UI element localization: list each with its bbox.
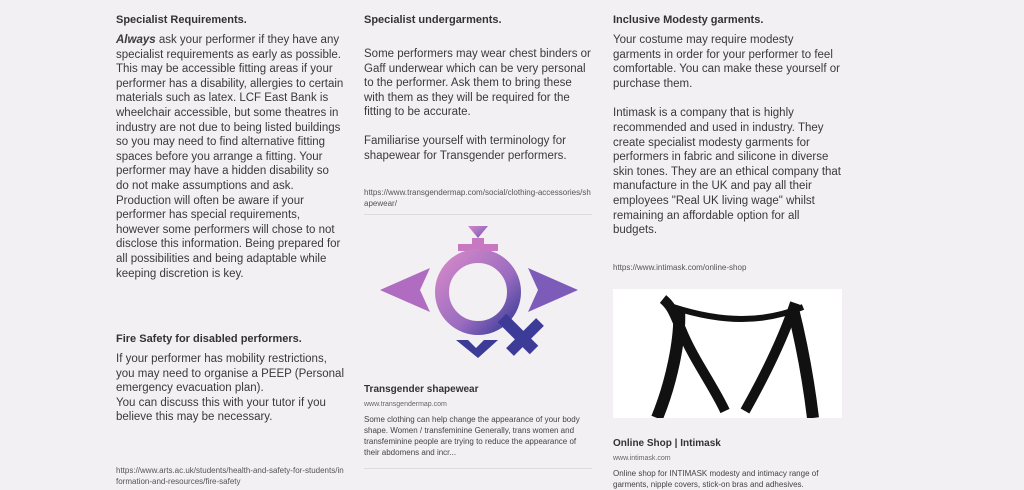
section-heading: Specialist Requirements. [116, 14, 247, 26]
intimask-card[interactable] [613, 289, 841, 490]
card-domain: www.transgendermap.com [364, 401, 447, 409]
card-domain: www.intimask.com [613, 454, 671, 462]
section-body: Familiarise yourself with terminology for shapewear for Transgender performers. [364, 134, 567, 162]
section-heading: Inclusive Modesty garments. [613, 14, 764, 26]
section-body: Some performers may wear chest binders or Gaff underwear which can be very personal to the performer. Ask them to bring these with them as they will be required for the fitting to be accurate. [364, 48, 591, 119]
column-specialist-undergarments [364, 0, 592, 469]
card-description: Online shop for INTIMASK modesty and intimacy range of garments, nipple covers, stick-on bras and adhesives. [613, 468, 819, 489]
section-body: Production will often be aware if your performer has special requirements, however some performers will chose to not disclose this information. Being prepared for all possibilities and being adaptable while keeping discretion is key. [116, 194, 341, 280]
divider [364, 468, 592, 469]
modesty-garment-icon [613, 289, 842, 418]
card-description: Some clothing can help change the appearance of your body shape. Women / transfeminine Generally, trans women and transfeminine people are trying to reduce the appearance of their abdomens and incr... [364, 415, 580, 458]
transgender-symbol-icon [364, 224, 592, 372]
section-heading: Specialist undergarments. [364, 14, 502, 26]
column-specialist-requirements [116, 0, 344, 487]
intimask-link[interactable]: https://www.intimask.com/online-shop [613, 262, 747, 272]
section-body: If your performer has mobility restrictions, you may need to organise a PEEP (Personal emergency evacuation plan). [116, 353, 345, 395]
emphasis-text: Always [116, 34, 156, 46]
card-image [364, 224, 592, 372]
section-body: Intimask is a company that is highly recommended and used in industry. They create specialist modesty garments for performers in fabric and silicone in diverse skin tones. They are an ethical company that manufacture in the UK and pay all their employees "Real UK living wage" whilst remaining an affordable option for all budgets. [613, 107, 842, 237]
section-body: You can discuss this with your tutor if you believe this may be necessary. [116, 396, 326, 424]
fire-safety-link[interactable]: https://www.arts.ac.uk/students/health-and-safety-for-students/information-and-resources/fire-safety [116, 466, 344, 487]
shapewear-link[interactable]: https://www.transgendermap.com/social/clothing-accessories/shapewear/ [364, 188, 591, 209]
divider [364, 214, 592, 215]
section-body: Always ask your performer if they have any specialist requirements as early as possible. This may be accessible fitting areas if your performer has a disability, allergies to certain materials such as latex. LCF East Bank is wheelchair accessible, but some theatres in industry are not due to being listed buildings so you may need to find alternative fitting spaces before you arrange a fitting. Your performer may have a hidden disability so do not make assumptions and ask. [116, 34, 344, 192]
card-title[interactable]: Online Shop | Intimask [613, 437, 721, 449]
card-title[interactable]: Transgender shapewear [364, 384, 479, 396]
transgender-shapewear-card[interactable] [364, 224, 592, 458]
card-image [613, 289, 842, 418]
section-heading: Fire Safety for disabled performers. [116, 333, 302, 346]
section-body: Your costume may require modesty garments in order for your performer to feel comfortable. You can make these yourself or purchase them. [613, 34, 840, 90]
column-inclusive-modesty [613, 0, 841, 490]
